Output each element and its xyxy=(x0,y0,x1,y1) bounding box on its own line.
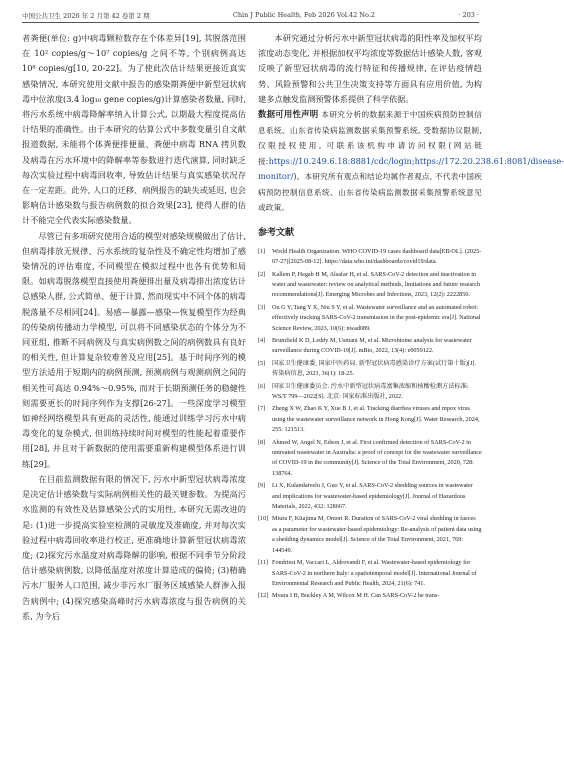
reference-number: [4] xyxy=(258,336,266,344)
reference-item xyxy=(258,359,482,380)
reference-item xyxy=(258,591,482,601)
right-column xyxy=(258,31,564,604)
journal-title-en: Chin J Public Health, Feb 2026 Vol.42 No.2 xyxy=(232,11,376,19)
references-heading: 参考文献 xyxy=(258,227,295,238)
running-header xyxy=(22,8,479,22)
reference-number: [10] xyxy=(258,515,269,523)
reference-item xyxy=(258,247,482,268)
reference-item xyxy=(258,303,482,334)
reference-text: Ahmed W, Angel N, Edson J, et al. First confirmed detection of SARS-CoV-2 in untreated wastewater in Australia: a proof of concept for the wastewater surveillance of COVID-19 in the community[J]. Science of the Total Environment, 2020, 728: 138764. xyxy=(272,438,482,477)
data-availability-label: 数据可用性声明 xyxy=(258,109,319,120)
reference-text: Kallem P, Hegab H M, Alsafar H, et al. SARS-CoV-2 detection and inactivation in water and wastewater: review on analytical methods, limitations and future research recommendations[J]. Emerging Microbes and Infections, 2023, 12(2): 2222850. xyxy=(272,270,481,299)
reference-text: Ou G Y, Tang Y X, Niu S Y, et al. Wastewater surveillance and an automated robot: effectively tracking SARS-CoV-2 transmission in the post-epidemic era[J]. National Science Review, 2023, 10(6): nwad089. xyxy=(272,303,481,332)
reference-text: Li X, Kulandaivelu J, Guo Y, et al. SARS-CoV-2 shedding sources in wastewater and implications for wastewater-based epidemiology[J]. Journal of Hazardous Materials, 2022, 432: 128667. xyxy=(272,482,473,511)
reference-text: Brumfield K D, Leddy M, Usmani M, et al. Microbiome analysis for wastewater surveillance during COVID-19[J]. mBio, 2022, 13(4): e0059122. xyxy=(272,336,472,355)
data-availability-tail: )。本研究所有观点和结论均属作者观点, 不代表中国疾病预防控制信息系统、山东省传染病监测数据采集预警系统意见或政策。 xyxy=(258,172,482,213)
reference-text: Moura I B, Buckley A M, Wilcox M H. Can SARS-CoV-2 be trans- xyxy=(272,592,440,600)
reference-text: Fondriest M, Vaccari L, Aldrovandi F, et al. Wastewater-based epidemiology for SARS-CoV-2 in northern Italy: a spatiotemporal model[J]. International Journal of Environmental Research and Public Health, 2024, 21(6): 741. xyxy=(272,559,477,587)
reference-text: Zheng X W, Zhao K Y, Xue B J, et al. Tracking diarrhea viruses and mpox virus using the wastewater surveillance network in Hong Kong[J]. Water Research, 2024, 255: 121513. xyxy=(272,405,480,434)
reference-number: [1] xyxy=(258,247,266,255)
reference-number: [3] xyxy=(258,303,266,311)
reference-text: 国家卫生健康委, 国家中医药局. 新型冠状病毒感染诊疗方案(试行第十版)[J]. 传染病信息, 2023, 36(1): 18-25. xyxy=(272,359,477,378)
left-paragraph-2: 尽管已有多项研究使用合适的模型对感染规模做出了估计, 但病毒排放无规律、污水系统的复杂性及不确定性均增加了感染情况的评估难度, 不同模型在模拟过程中也各有优势和局限。如病毒脱落模型直接使用粪便排出量及病毒排出浓度估计总感染人群, 公式简单、便于计算, 然而现实中不同个体的病毒脱落量不尽相同[24]。易感—暴露—感染—恢复模型作为经典的传染病传播动力学模型, 可以将不同感染状态的个体分为不同亚组, 推断不同病例及与真实病例数之间的病例数具有良好的相关性, 但计算复杂较难普及应用[25]。基于时间序列的模型方法适用于短期内的病例预测, 预测病例与观测病例之间的相关性可高达 0.94%～0.95%, 而对于长期预测任务的稳健性则需要更长的时间序列作为支撑[26-27]。一些深度学习模型如神经网络模型具有更高的灵活性, 能通过训练学习污水中病毒变化的复杂模式, 但训练持续时间对模型的性能起着重要作用[28], 并且对于新数据的使用需要重新构建模型体系进行训练[29]。 xyxy=(22,230,246,469)
reference-number: [2] xyxy=(258,270,266,278)
reference-item xyxy=(258,438,482,480)
reference-text: Miura F, Kitajima M, Omori R. Duration of SARS-CoV-2 viral shedding in faeces as a parameter for wastewater-based epidemiology: Re-analysis of patient data using a shedding dynamics model[J]. Science of the Total Environment, 2021, 769: 144549. xyxy=(272,515,482,554)
reference-number: [6] xyxy=(258,382,266,390)
reference-text: 国家卫生健康委员会. 污水中新型冠状病毒富集浓缩和核酸检测方法标准: WS/T 799—2022[S]. 北京: 国家标准出版社, 2022. xyxy=(272,382,469,400)
reference-item xyxy=(258,270,482,301)
header-rule xyxy=(22,22,479,23)
right-paragraph-1: 本研究通过分析污水中新型冠状病毒的阳性率及加权平均浓度动态变化, 并根据加权平均浓度等数据估计感染人数, 客观反映了新型冠状病毒的流行特征和传播规律, 在评估疫情趋势、风险预警和公共卫生决策支持等方面具有应用价值, 为构建多点触发监测预警体系提供了科学依据。 xyxy=(258,33,482,104)
reference-number: [7] xyxy=(258,405,266,413)
reference-item xyxy=(258,382,482,403)
reference-item xyxy=(258,336,482,357)
reference-number: [12] xyxy=(258,592,269,600)
data-availability-statement xyxy=(258,107,564,216)
reference-item xyxy=(258,558,482,589)
reference-number: [9] xyxy=(258,482,266,490)
left-column xyxy=(22,31,246,624)
reference-item xyxy=(258,404,482,435)
reference-text: World Health Organization. WHO COVID-19 cases dashboard data[EB/OL]. (2025-07-27)[2025-08-12]. https://data.who.int/dashboards/covid19/data. xyxy=(272,247,482,266)
page-number: · 203 · xyxy=(458,11,479,19)
data-source-links[interactable]: https://10.249.6.18:8881/cdc/login;https://172.20.238.61:8081/disease-monitor/ xyxy=(258,155,564,182)
journal-title-cn: 中国公共卫生 2026 年 2 月第 42 卷第 2 期 xyxy=(22,11,150,20)
reference-item xyxy=(258,514,482,556)
reference-number: [11] xyxy=(258,559,269,567)
reference-number: [5] xyxy=(258,359,266,367)
reference-list xyxy=(258,247,482,602)
left-paragraph-3: 在目前监测数据有限的情况下, 污水中新型冠状病毒浓度是决定估计感染数与实际病例相关性的最关键参数。为提高污水监测的有效性及估算感染公式的实用性, 本研究无需改进的是: (1)进一步提高实验室检测的灵敏度及准确度, 并对每次实验过程中病毒回收率进行校正, 更准确地计算新型冠状病毒浓度; (2)探究污水温度对病毒降解的影响, 根据不同季节分阶段估计感染病例数, 以降低温度对浓度计算造成的偏倚; (3)精确污水厂服务人口范围, 减少非污水厂服务区域感染人群渗入报告病例中; (4)探究感染高峰时污水病毒浓度与报告病例的关系, 为今后 xyxy=(22,473,246,621)
left-paragraph-1: 者粪便(单位: g)中病毒颗粒数存在个体差异[19], 其脱落范围在 10² copies/g～10⁷ copies/g 之间不等, 个别病例高达 10⁸ copies/g[10, 20-22]。为了使此次估计结果更接近真实感染情况, 本研究使用文献中报告的感染期粪便中新型冠状病毒中位浓度(3.4 log₁₀ gene copies/g)计算感染者数量, 同时, 将污水系统中病毒降解率纳入计算公式, 以期最大程度提高估计结果的准确性。由于本研究的估算公式中多数变量引自文献报道数据, 未能将个体粪便排便量、粪便中病毒 RNA 拷贝数及病毒在污水环境中的降解率等参数进行迭代演算, 同时缺乏每次实验过程中病毒回收率, 导致估计结果与真实感染状况存在一定差距。此外, 人口的迁移、病例报告的缺失或延迟, 也会影响估计感染数与报告病例数的拟合效果[23], 使得人群的估计不能完全代表实际感染数量。 xyxy=(22,33,246,226)
reference-number: [8] xyxy=(258,438,266,446)
reference-item xyxy=(258,481,482,512)
data-availability-text: 本研究分析的数据来源于中国疾病预防控制信息系统、山东省传染病监测数据采集预警系统, 受数据协议限制, 仅限授权使用, 可联系该机构申请访问权限(网站链接: xyxy=(258,110,483,166)
